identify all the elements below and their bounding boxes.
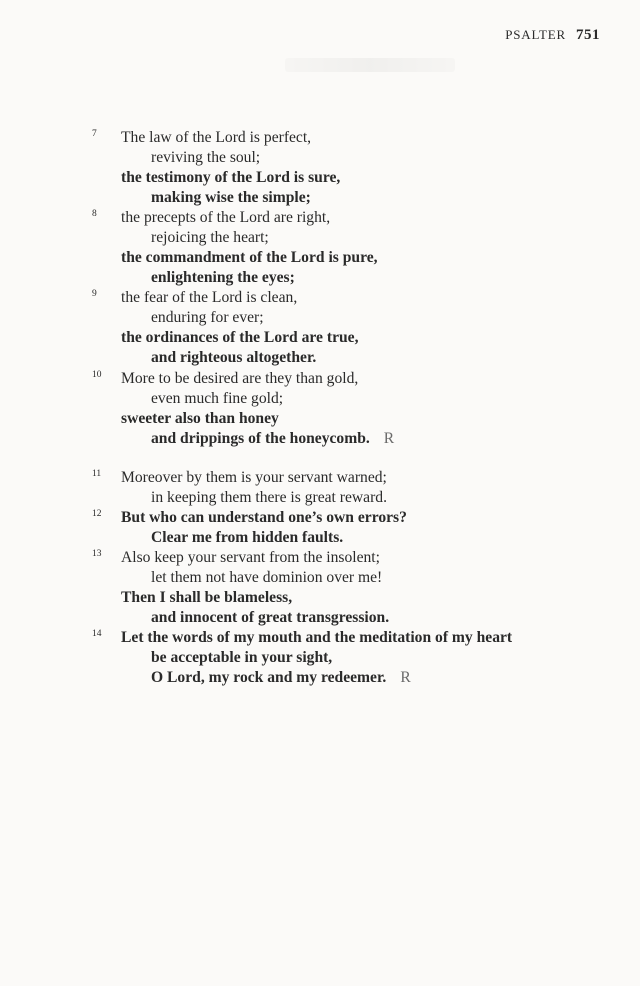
verse-number: 13 <box>92 549 102 559</box>
verse-line: Let the words of my mouth and the meditation of my heart <box>121 629 513 646</box>
show-through-heading <box>285 58 455 72</box>
verse-number: 7 <box>92 129 97 139</box>
verse-line: reviving the soul; <box>151 149 261 166</box>
section-title: PSALTER <box>505 27 566 42</box>
verse-line: the testimony of the Lord is sure, <box>121 169 341 186</box>
verse-number: 10 <box>92 370 102 380</box>
verse-line: the precepts of the Lord are right, <box>121 209 331 226</box>
refrain-marker: R <box>383 430 395 447</box>
verse-line: Then I shall be blameless, <box>121 589 293 606</box>
verse-line: enlightening the eyes; <box>151 269 295 286</box>
verse-line: let them not have dominion over me! <box>151 569 383 586</box>
verse-line: be acceptable in your sight, <box>151 649 333 666</box>
verse-line: Also keep your servant from the insolent; <box>121 549 380 566</box>
verse-line: the commandment of the Lord is pure, <box>121 249 378 266</box>
verse-line: rejoicing the heart; <box>151 229 269 246</box>
verse-line: But who can understand one’s own errors? <box>121 509 407 526</box>
verse-line: More to be desired are they than gold, <box>121 370 359 387</box>
verse-line <box>151 668 411 688</box>
verse-number: 9 <box>92 289 97 299</box>
verse-line: in keeping them there is great reward. <box>151 489 387 506</box>
verse-line: Moreover by them is your servant warned; <box>121 469 387 486</box>
verse-line-text: O Lord, my rock and my redeemer. <box>151 669 387 686</box>
verse-line: Clear me from hidden faults. <box>151 529 344 546</box>
verse-line-text: and drippings of the honeycomb. <box>151 430 370 447</box>
verse-line: and innocent of great transgression. <box>151 609 390 626</box>
verse-number: 12 <box>92 509 102 519</box>
verse-number: 8 <box>92 209 97 219</box>
verse-number: 14 <box>92 629 102 639</box>
verse-line: the fear of the Lord is clean, <box>121 289 298 306</box>
verse-line: making wise the simple; <box>151 189 311 206</box>
verse-line: and righteous altogether. <box>151 349 317 366</box>
verse-line: even much fine gold; <box>151 390 284 407</box>
verse-line: The law of the Lord is perfect, <box>121 129 312 146</box>
refrain-marker: R <box>400 669 411 686</box>
verse-line <box>151 429 394 449</box>
verse-line: sweeter also than honey <box>121 410 279 427</box>
verse-number: 11 <box>92 469 102 479</box>
page-number: 751 <box>576 27 600 43</box>
verse-line: enduring for ever; <box>151 309 264 326</box>
page-header <box>505 27 600 44</box>
verse-line: the ordinances of the Lord are true, <box>121 329 359 346</box>
